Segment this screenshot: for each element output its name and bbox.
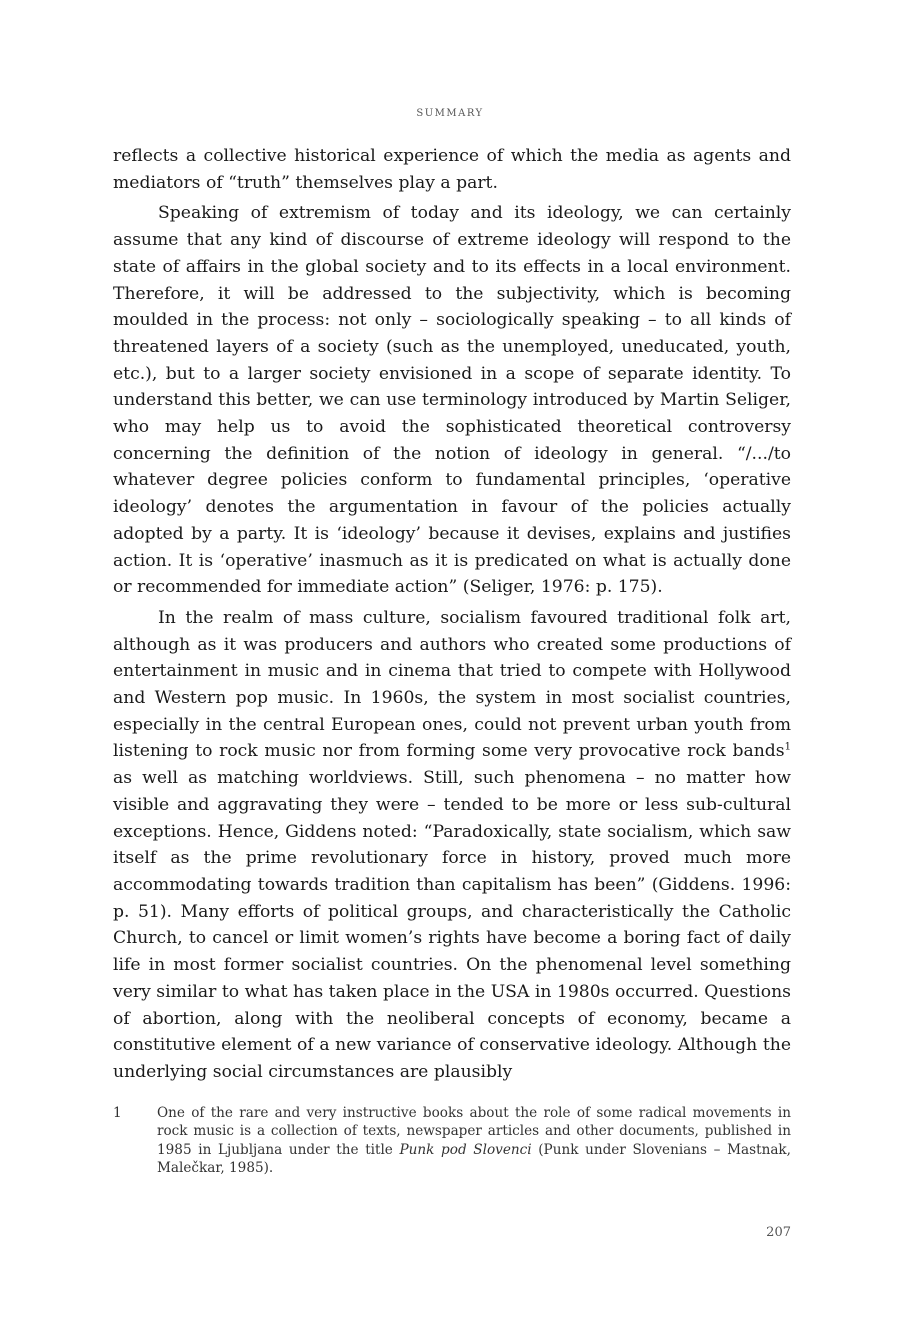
footnote-book-title: Punk pod Slovenci: [399, 1141, 532, 1158]
page-number: 207: [766, 1225, 791, 1240]
footnote-number: 1: [113, 1105, 122, 1121]
paragraph-mass-culture: [113, 605, 791, 1086]
footnotes: [113, 1104, 791, 1177]
footnote: [113, 1104, 791, 1177]
footnote-text-after: (Punk under Slovenians – Mastnak, Malečkar, 1985).: [157, 1141, 791, 1176]
footnote-text-before: One of the rare and very instructive books about the role of some radical movements in rock music is a collection of texts, newspaper articles and other documents, published in 1985 in Ljubljana under the title: [157, 1105, 791, 1158]
footnote-reference[interactable]: 1: [784, 741, 791, 753]
paragraph-mass-culture-part-1: In the realm of mass culture, socialism favoured traditional folk art, although as it was producers and authors who created some productions of entertainment in music and in cinema that tried to compete with Hollywood and Western pop music. In 1960s, the system in most socialist countries, especially in the central European ones, could not prevent urban youth from listening to rock music nor from forming some very provocative rock bands: [113, 607, 791, 762]
paragraph-ideology: Speaking of extremism of today and its ideology, we can certainly assume that any kind of discourse of extreme ideology will respond to the state of affairs in the global society and to its effects in a local environment. Therefore, it will be addressed to the subjectivity, which is becoming moulded in the process: not only – sociologically speaking – to all kinds of threatened layers of a society (such as the unemployed, uneducated, youth, etc.), but to a larger society envisioned in a scope of separate identity. To understand this better, we can use terminology introduced by Martin Seliger, who may help us to avoid the sophisticated theoretical controversy concerning the definition of the notion of ideology in general. “/.../to whatever degree policies conform to fundamental principles, ‘operative ideology’ denotes the argumentation in favour of the policies actually adopted by a party. It is ‘ideology’ because it devises, explains and justifies action. It is ‘operative’ inasmuch as it is predicated on what is actually done or recommended for immediate action” (Seliger, 1976: p. 175).: [113, 203, 791, 598]
body-text: [113, 143, 791, 1086]
footnote-text: [157, 1104, 791, 1177]
paragraph-mass-culture-part-2: as well as matching worldviews. Still, such phenomena – no matter how visible and aggravating they were – tended to be more or less sub-cultural exceptions. Hence, Giddens noted: “Paradoxically, state socialism, which saw itself as the prime revolutionary force in history, proved much more accommodating towards tradition than capitalism has been” (Giddens. 1996: p. 51). Many efforts of political groups, and characteristically the Catholic Church, to cancel or limit women’s rights have become a boring fact of daily life in most former socialist countries. On the phenomenal level something very similar to what has taken place in the USA in 1980s occurred. Questions of abortion, along with the neoliberal concepts of economy, became a constitutive element of a new variance of conservative ideology. Although the underlying social circumstances are plausibly: [113, 768, 791, 1082]
paragraph-continuation: reflects a collective historical experience of which the media as agents and mediators of “truth” themselves play a part.: [113, 146, 791, 193]
running-head: SUMMARY: [416, 108, 484, 119]
